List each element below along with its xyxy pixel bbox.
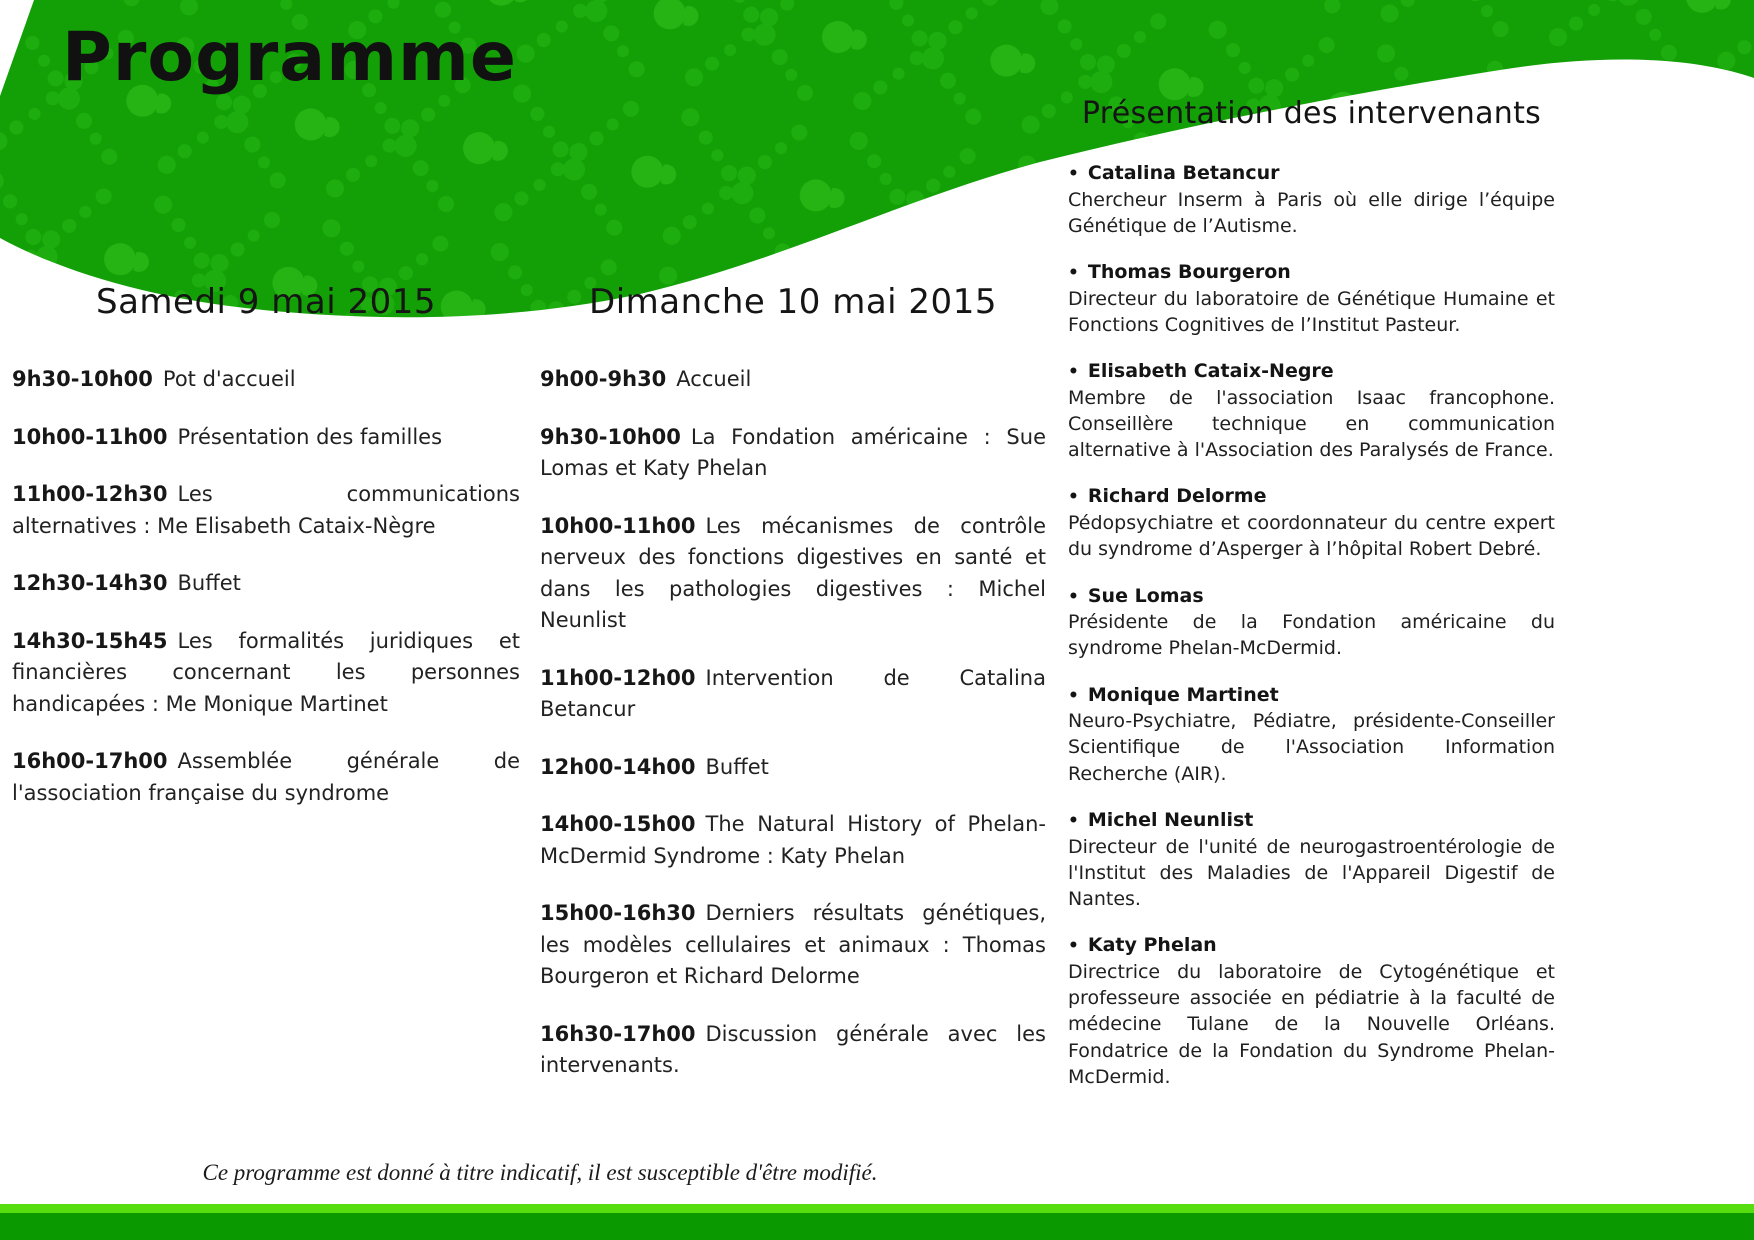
speaker-entry xyxy=(1068,161,1555,239)
event-description: Intervention de Catalina Betancur xyxy=(540,665,1046,721)
event-time: 15h00-16h30 xyxy=(540,901,696,925)
schedule-item xyxy=(540,663,1046,726)
bottom-lime-stripe xyxy=(0,1204,1754,1213)
bullet-icon: • xyxy=(1068,362,1079,383)
bottom-green-band xyxy=(0,1213,1754,1240)
bullet-icon: • xyxy=(1068,810,1079,831)
schedule-item xyxy=(540,809,1046,872)
schedule-item xyxy=(540,511,1046,637)
speaker-name xyxy=(1068,933,1555,959)
speaker-bio: Directrice du laboratoire de Cytogénétique et professeure associée en pédiatrie à la faculté de médecine Tulane de la Nouvelle Orléans. Fondatrice de la Fondation du Syndrome Phelan-McDermid. xyxy=(1068,960,1555,1088)
event-time: 10h00-11h00 xyxy=(12,424,168,449)
speaker-name xyxy=(1068,808,1555,834)
event-time: 12h00-14h00 xyxy=(540,754,696,779)
event-list-saturday xyxy=(12,364,520,809)
event-time: 10h00-11h00 xyxy=(540,513,696,538)
event-time: 14h00-15h00 xyxy=(540,812,696,836)
schedule-column-sunday xyxy=(540,282,1046,1108)
speaker-name-text: Monique Martinet xyxy=(1087,683,1279,706)
speaker-bio: Présidente de la Fondation américaine du syndrome Phelan-McDermid. xyxy=(1068,611,1555,660)
event-description: Accueil xyxy=(676,367,752,391)
schedule-item xyxy=(540,422,1046,485)
schedule-item xyxy=(12,422,520,454)
day-title-saturday: Samedi 9 mai 2015 xyxy=(96,282,436,322)
speaker-bio: Directeur de l'unité de neurogastroentérologie de l'Institut des Maladies de l'Appareil Digestif de Nantes. xyxy=(1068,835,1555,910)
event-list-sunday xyxy=(540,364,1046,1082)
bullet-icon: • xyxy=(1068,487,1079,508)
speaker-name-text: Katy Phelan xyxy=(1087,934,1217,957)
schedule-item xyxy=(12,364,520,396)
speaker-entry xyxy=(1068,808,1555,912)
speaker-bio: Directeur du laboratoire de Génétique Humaine et Fonctions Cognitives de l’Institut Pasteur. xyxy=(1068,287,1555,336)
event-time: 9h00-9h30 xyxy=(540,367,667,391)
event-description: La Fondation américaine : Sue Lomas et Katy Phelan xyxy=(540,424,1046,480)
schedule-item xyxy=(540,364,1046,396)
speaker-name-text: Sue Lomas xyxy=(1087,584,1204,607)
speaker-name xyxy=(1068,260,1555,286)
speaker-bio: Chercheur Inserm à Paris où elle dirige l’équipe Génétique de l’Autisme. xyxy=(1068,188,1555,237)
bullet-icon: • xyxy=(1068,164,1079,184)
speaker-name-text: Thomas Bourgeron xyxy=(1087,261,1291,284)
disclaimer-note: Ce programme est donné à titre indicatif, il est susceptible d'être modifié. xyxy=(202,1160,878,1185)
speaker-entry xyxy=(1068,359,1555,463)
schedule-item xyxy=(12,626,520,721)
speaker-name-text: Michel Neunlist xyxy=(1087,808,1254,831)
event-time: 11h00-12h30 xyxy=(12,482,168,506)
schedule-item xyxy=(12,479,520,542)
event-description: Les communications alternatives : Me Elisabeth Cataix-Nègre xyxy=(12,482,520,538)
bullet-icon: • xyxy=(1068,936,1079,957)
speaker-name xyxy=(1068,683,1555,709)
speaker-entry xyxy=(1068,260,1555,338)
event-time: 16h30-17h00 xyxy=(540,1021,696,1046)
event-description: Buffet xyxy=(705,754,769,779)
speaker-bio: Neuro-Psychiatre, Pédiatre, présidente-Conseiller Scientifique de l'Association Information Recherche (AIR). xyxy=(1068,710,1555,785)
speaker-name xyxy=(1068,359,1555,385)
event-time: 12h30-14h30 xyxy=(12,571,168,595)
event-time: 11h00-12h00 xyxy=(540,665,696,690)
event-time: 14h30-15h45 xyxy=(12,628,168,653)
speaker-name-text: Catalina Betancur xyxy=(1087,162,1280,184)
speaker-entry xyxy=(1068,683,1555,787)
event-description: Assemblée générale de l'association française du syndrome xyxy=(12,749,520,805)
speaker-name xyxy=(1068,484,1555,510)
bullet-icon: • xyxy=(1068,685,1079,706)
day-title-sunday: Dimanche 10 mai 2015 xyxy=(589,282,997,322)
schedule-item xyxy=(540,752,1046,784)
schedule-item xyxy=(12,568,520,600)
speakers-panel-title: Présentation des intervenants xyxy=(1081,96,1542,131)
speaker-entry xyxy=(1068,584,1555,662)
speaker-entry xyxy=(1068,933,1555,1090)
speaker-entry xyxy=(1068,484,1555,562)
speaker-name xyxy=(1068,161,1555,187)
bullet-icon: • xyxy=(1068,586,1079,607)
schedule-column-saturday xyxy=(12,282,520,835)
event-description: Présentation des familles xyxy=(177,424,443,449)
speaker-name-text: Richard Delorme xyxy=(1087,485,1267,508)
speaker-name-text: Elisabeth Cataix-Negre xyxy=(1087,360,1334,383)
event-description: Les formalités juridiques et financières concernant les personnes handicapées : Me Monique Martinet xyxy=(12,628,520,716)
event-description: Discussion générale avec les intervenants. xyxy=(540,1021,1046,1077)
speaker-name xyxy=(1068,584,1555,610)
speaker-list xyxy=(1068,161,1555,1090)
schedule-item xyxy=(540,1019,1046,1082)
event-time: 9h30-10h00 xyxy=(540,424,681,449)
page-title: Programme xyxy=(62,18,518,97)
speaker-bio: Pédopsychiatre et coordonnateur du centre expert du syndrome d’Asperger à l’hôpital Robert Debré. xyxy=(1068,512,1555,561)
event-description: Pot d'accueil xyxy=(162,367,296,391)
event-description: Buffet xyxy=(177,571,241,595)
event-description: The Natural History of Phelan-McDermid Syndrome : Katy Phelan xyxy=(540,812,1046,868)
schedule-item xyxy=(12,746,520,809)
speakers-panel xyxy=(1068,96,1555,1111)
event-description: Les mécanismes de contrôle nerveux des fonctions digestives en santé et dans les pathologies digestives : Michel Neunlist xyxy=(540,513,1046,632)
event-description: Derniers résultats génétiques, les modèles cellulaires et animaux : Thomas Bourgeron et Richard Delorme xyxy=(540,901,1046,988)
speaker-bio: Membre de l'association Isaac francophone. Conseillère technique en communication alternative à l'Association des Paralysés de France. xyxy=(1068,386,1555,462)
event-time: 9h30-10h00 xyxy=(12,367,153,391)
schedule-item xyxy=(540,898,1046,993)
bullet-icon: • xyxy=(1068,263,1079,284)
event-time: 16h00-17h00 xyxy=(12,749,168,773)
